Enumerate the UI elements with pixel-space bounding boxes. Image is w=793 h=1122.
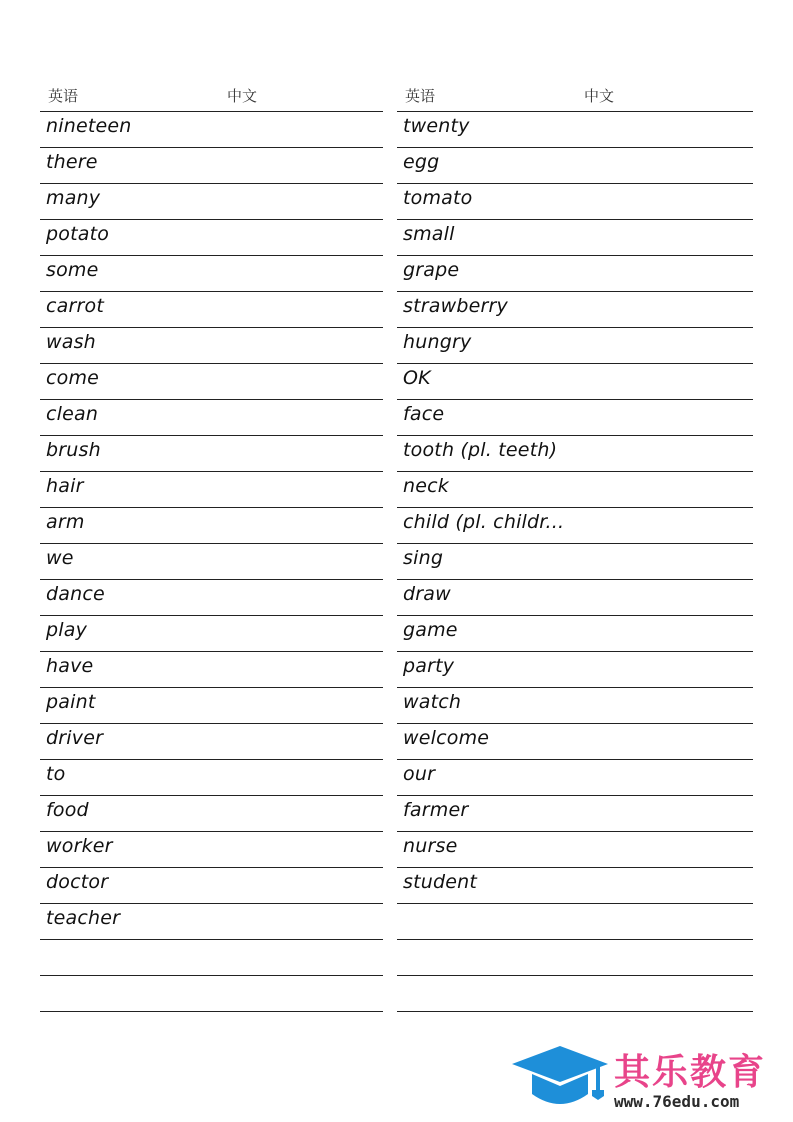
- graduation-cap-icon: [512, 1042, 612, 1114]
- left-vocab-row: [40, 148, 383, 184]
- vocab-word: potato: [46, 223, 110, 245]
- chinese-header: 中文: [584, 87, 615, 105]
- vocab-word: come: [46, 367, 100, 389]
- left-vocab-row: [40, 508, 383, 544]
- english-header: 英语: [48, 87, 79, 105]
- vocab-word: we: [46, 547, 74, 569]
- left-vocab-row: [40, 472, 383, 508]
- right-vocab-row: [397, 328, 753, 364]
- left-vocab-row: [40, 544, 383, 580]
- brand-name: 其乐教育: [614, 1052, 767, 1093]
- vocab-word: strawberry: [403, 295, 508, 317]
- right-vocab-row: [397, 832, 753, 868]
- vocab-word: face: [403, 403, 445, 425]
- vocab-word: watch: [403, 691, 462, 713]
- vocab-word: OK: [403, 367, 431, 389]
- vocab-word: to: [46, 763, 66, 785]
- left-vocab-row: [40, 976, 383, 1012]
- vocab-word: there: [46, 151, 98, 173]
- right-vocab-row: [397, 184, 753, 220]
- right-vocab-row: [397, 112, 753, 148]
- vocab-word: nurse: [403, 835, 458, 857]
- left-vocab-row: [40, 580, 383, 616]
- left-vocab-row: [40, 220, 383, 256]
- chinese-header: 中文: [227, 87, 258, 105]
- right-vocab-row: [397, 904, 753, 940]
- left-column-header: [40, 80, 383, 112]
- vocab-word: twenty: [403, 115, 470, 137]
- vocab-word: teacher: [46, 907, 121, 929]
- vocab-word: our: [403, 763, 436, 785]
- vocab-word: dance: [46, 583, 105, 605]
- vocab-word: paint: [46, 691, 96, 713]
- brand-logo: [512, 1040, 787, 1115]
- vocab-word: carrot: [46, 295, 104, 317]
- vocab-word: grape: [403, 259, 460, 281]
- vocab-word: student: [403, 871, 478, 893]
- right-vocab-row: [397, 256, 753, 292]
- left-vocab-row: [40, 904, 383, 940]
- vocab-word: brush: [46, 439, 101, 461]
- vocab-word: child (pl. childr...: [403, 511, 565, 533]
- right-vocab-row: [397, 400, 753, 436]
- vocab-word: welcome: [403, 727, 490, 749]
- right-vocab-row: [397, 616, 753, 652]
- left-vocab-row: [40, 832, 383, 868]
- vocab-word: wash: [46, 331, 96, 353]
- left-vocab-row: [40, 796, 383, 832]
- left-vocab-row: [40, 868, 383, 904]
- right-vocab-row: [397, 940, 753, 976]
- right-vocab-row: [397, 508, 753, 544]
- vocab-word: clean: [46, 403, 99, 425]
- left-vocab-row: [40, 328, 383, 364]
- left-vocab-row: [40, 292, 383, 328]
- vocab-word: worker: [46, 835, 113, 857]
- right-vocab-row: [397, 544, 753, 580]
- left-vocab-row: [40, 940, 383, 976]
- vocab-word: doctor: [46, 871, 109, 893]
- vocab-word: draw: [403, 583, 451, 605]
- left-vocab-row: [40, 364, 383, 400]
- vocab-word: small: [403, 223, 455, 245]
- vocab-word: sing: [403, 547, 444, 569]
- right-vocab-column: [397, 80, 753, 1012]
- vocab-word: have: [46, 655, 94, 677]
- left-vocab-row: [40, 688, 383, 724]
- vocab-word: arm: [46, 511, 85, 533]
- right-vocab-row: [397, 292, 753, 328]
- left-vocab-row: [40, 256, 383, 292]
- right-vocab-row: [397, 688, 753, 724]
- vocab-word: game: [403, 619, 458, 641]
- right-vocab-row: [397, 868, 753, 904]
- right-vocab-row: [397, 796, 753, 832]
- left-vocab-row: [40, 616, 383, 652]
- right-vocab-row: [397, 976, 753, 1012]
- vocab-word: party: [403, 655, 455, 677]
- vocab-word: play: [46, 619, 88, 641]
- vocab-word: many: [46, 187, 101, 209]
- vocab-word: farmer: [403, 799, 469, 821]
- vocab-word: driver: [46, 727, 104, 749]
- left-vocab-row: [40, 760, 383, 796]
- left-vocab-row: [40, 724, 383, 760]
- right-vocab-row: [397, 148, 753, 184]
- vocab-word: tomato: [403, 187, 473, 209]
- right-vocab-row: [397, 436, 753, 472]
- right-vocab-row: [397, 580, 753, 616]
- brand-url: www.76edu.com: [614, 1092, 740, 1111]
- right-vocab-row: [397, 220, 753, 256]
- left-vocab-row: [40, 652, 383, 688]
- left-vocab-row: [40, 436, 383, 472]
- vocab-word: hair: [46, 475, 84, 497]
- right-vocab-row: [397, 472, 753, 508]
- right-vocab-row: [397, 760, 753, 796]
- vocab-word: neck: [403, 475, 449, 497]
- right-column-header: [397, 80, 753, 112]
- vocab-word: tooth (pl. teeth): [403, 439, 558, 461]
- vocab-word: some: [46, 259, 99, 281]
- vocab-word: egg: [403, 151, 440, 173]
- left-vocab-row: [40, 400, 383, 436]
- vocab-word: hungry: [403, 331, 472, 353]
- left-vocab-row: [40, 184, 383, 220]
- left-vocab-column: [40, 80, 383, 1012]
- right-vocab-row: [397, 724, 753, 760]
- left-vocab-row: [40, 112, 383, 148]
- right-vocab-row: [397, 652, 753, 688]
- english-header: 英语: [405, 87, 436, 105]
- right-vocab-row: [397, 364, 753, 400]
- vocab-word: food: [46, 799, 89, 821]
- vocab-word: nineteen: [46, 115, 132, 137]
